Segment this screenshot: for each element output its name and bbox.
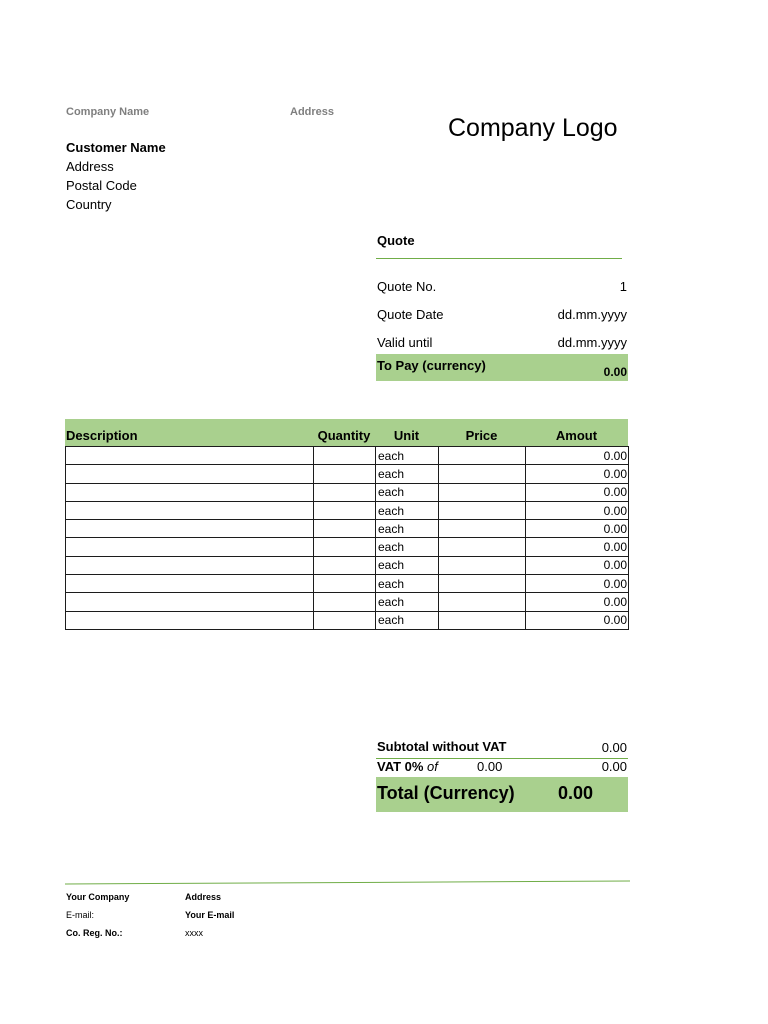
unit-cell: each — [376, 483, 439, 501]
total-box — [376, 777, 628, 812]
table-row — [66, 556, 629, 574]
items-table — [65, 446, 629, 630]
table-row — [66, 483, 629, 501]
quote-date-row — [376, 307, 628, 323]
quantity-cell — [314, 501, 376, 519]
description-cell — [66, 483, 314, 501]
table-row — [66, 611, 629, 629]
unit-cell: each — [376, 611, 439, 629]
table-row — [66, 447, 629, 465]
company-logo-placeholder: Company Logo — [448, 114, 618, 142]
to-pay-value: 0.00 — [603, 365, 627, 379]
price-cell — [439, 520, 526, 538]
unit-cell: each — [376, 447, 439, 465]
description-cell — [66, 556, 314, 574]
table-row — [66, 575, 629, 593]
table-row — [66, 538, 629, 556]
description-cell — [66, 520, 314, 538]
price-cell — [439, 465, 526, 483]
price-cell — [439, 556, 526, 574]
price-cell — [439, 483, 526, 501]
total-value: 0.00 — [558, 783, 594, 803]
vat-label: VAT 0% — [377, 759, 424, 774]
quote-title-divider — [376, 258, 622, 259]
unit-cell: each — [376, 501, 439, 519]
company-address: Address — [290, 106, 335, 118]
description-cell — [66, 501, 314, 519]
quantity-cell — [314, 447, 376, 465]
description-cell — [66, 611, 314, 629]
footer-divider — [65, 881, 630, 885]
footer-email-value: Your E-mail — [185, 910, 235, 920]
quote-date-label: Quote Date — [377, 307, 444, 322]
subtotal-value: 0.00 — [601, 740, 627, 755]
price-cell — [439, 611, 526, 629]
amount-cell: 0.00 — [526, 447, 629, 465]
amount-cell: 0.00 — [526, 483, 629, 501]
company-name: Company Name — [66, 106, 150, 118]
quote-number-label: Quote No. — [377, 279, 437, 294]
amount-cell: 0.00 — [526, 520, 629, 538]
customer-block — [66, 138, 166, 214]
items-table-header — [65, 419, 628, 446]
quantity-cell — [314, 593, 376, 611]
vat-base-value: 0.00 — [477, 759, 503, 774]
table-row — [66, 593, 629, 611]
customer-postal-code: Postal Code — [66, 178, 137, 193]
table-row — [66, 465, 629, 483]
vat-of-label: of — [427, 759, 438, 774]
quantity-cell — [314, 575, 376, 593]
price-cell — [439, 447, 526, 465]
description-cell — [66, 575, 314, 593]
footer-company-address: Address — [185, 892, 222, 902]
amount-cell: 0.00 — [526, 465, 629, 483]
table-row — [66, 501, 629, 519]
unit-cell: each — [376, 593, 439, 611]
quote-number-row — [376, 279, 628, 295]
unit-cell: each — [376, 556, 439, 574]
price-cell — [439, 593, 526, 611]
amount-cell: 0.00 — [526, 611, 629, 629]
quantity-cell — [314, 483, 376, 501]
quantity-cell — [314, 611, 376, 629]
footer-email-label: E-mail: — [66, 910, 95, 920]
amount-cell: 0.00 — [526, 538, 629, 556]
column-header-unit: Unit — [393, 428, 420, 443]
valid-until-value: dd.mm.yyyy — [557, 335, 627, 350]
customer-address: Address — [66, 159, 114, 174]
to-pay-box — [376, 354, 628, 381]
price-cell — [439, 538, 526, 556]
column-header-quantity: Quantity — [317, 428, 371, 443]
price-cell — [439, 501, 526, 519]
footer-reg-no-label: Co. Reg. No.: — [66, 928, 123, 938]
amount-cell: 0.00 — [526, 575, 629, 593]
quantity-cell — [314, 556, 376, 574]
unit-cell: each — [376, 538, 439, 556]
vat-value: 0.00 — [601, 759, 627, 774]
table-row — [66, 520, 629, 538]
quantity-cell — [314, 465, 376, 483]
column-header-price: Price — [465, 428, 498, 443]
quantity-cell — [314, 538, 376, 556]
to-pay-label: To Pay (currency) — [377, 358, 486, 373]
quote-date-value: dd.mm.yyyy — [557, 307, 627, 322]
customer-name: Customer Name — [66, 140, 166, 155]
quote-title: Quote — [377, 233, 415, 248]
customer-country: Country — [66, 197, 112, 212]
column-header-description: Description — [66, 428, 138, 443]
unit-cell: each — [376, 520, 439, 538]
valid-until-label: Valid until — [377, 335, 433, 350]
description-cell — [66, 593, 314, 611]
subtotal-label: Subtotal without VAT — [377, 739, 507, 754]
amount-cell: 0.00 — [526, 593, 629, 611]
quote-number-value: 1 — [619, 279, 627, 294]
description-cell — [66, 447, 314, 465]
footer-reg-no-value: xxxx — [185, 928, 203, 938]
total-label: Total (Currency) — [377, 783, 515, 803]
vat-row — [376, 759, 628, 775]
unit-cell: each — [376, 465, 439, 483]
subtotal-row — [376, 739, 628, 755]
unit-cell: each — [376, 575, 439, 593]
valid-until-row — [376, 335, 628, 351]
price-cell — [439, 575, 526, 593]
footer-company-label: Your Company — [66, 892, 130, 902]
amount-cell: 0.00 — [526, 556, 629, 574]
description-cell — [66, 465, 314, 483]
description-cell — [66, 538, 314, 556]
quantity-cell — [314, 520, 376, 538]
column-header-amount: Amout — [555, 428, 598, 443]
amount-cell: 0.00 — [526, 501, 629, 519]
